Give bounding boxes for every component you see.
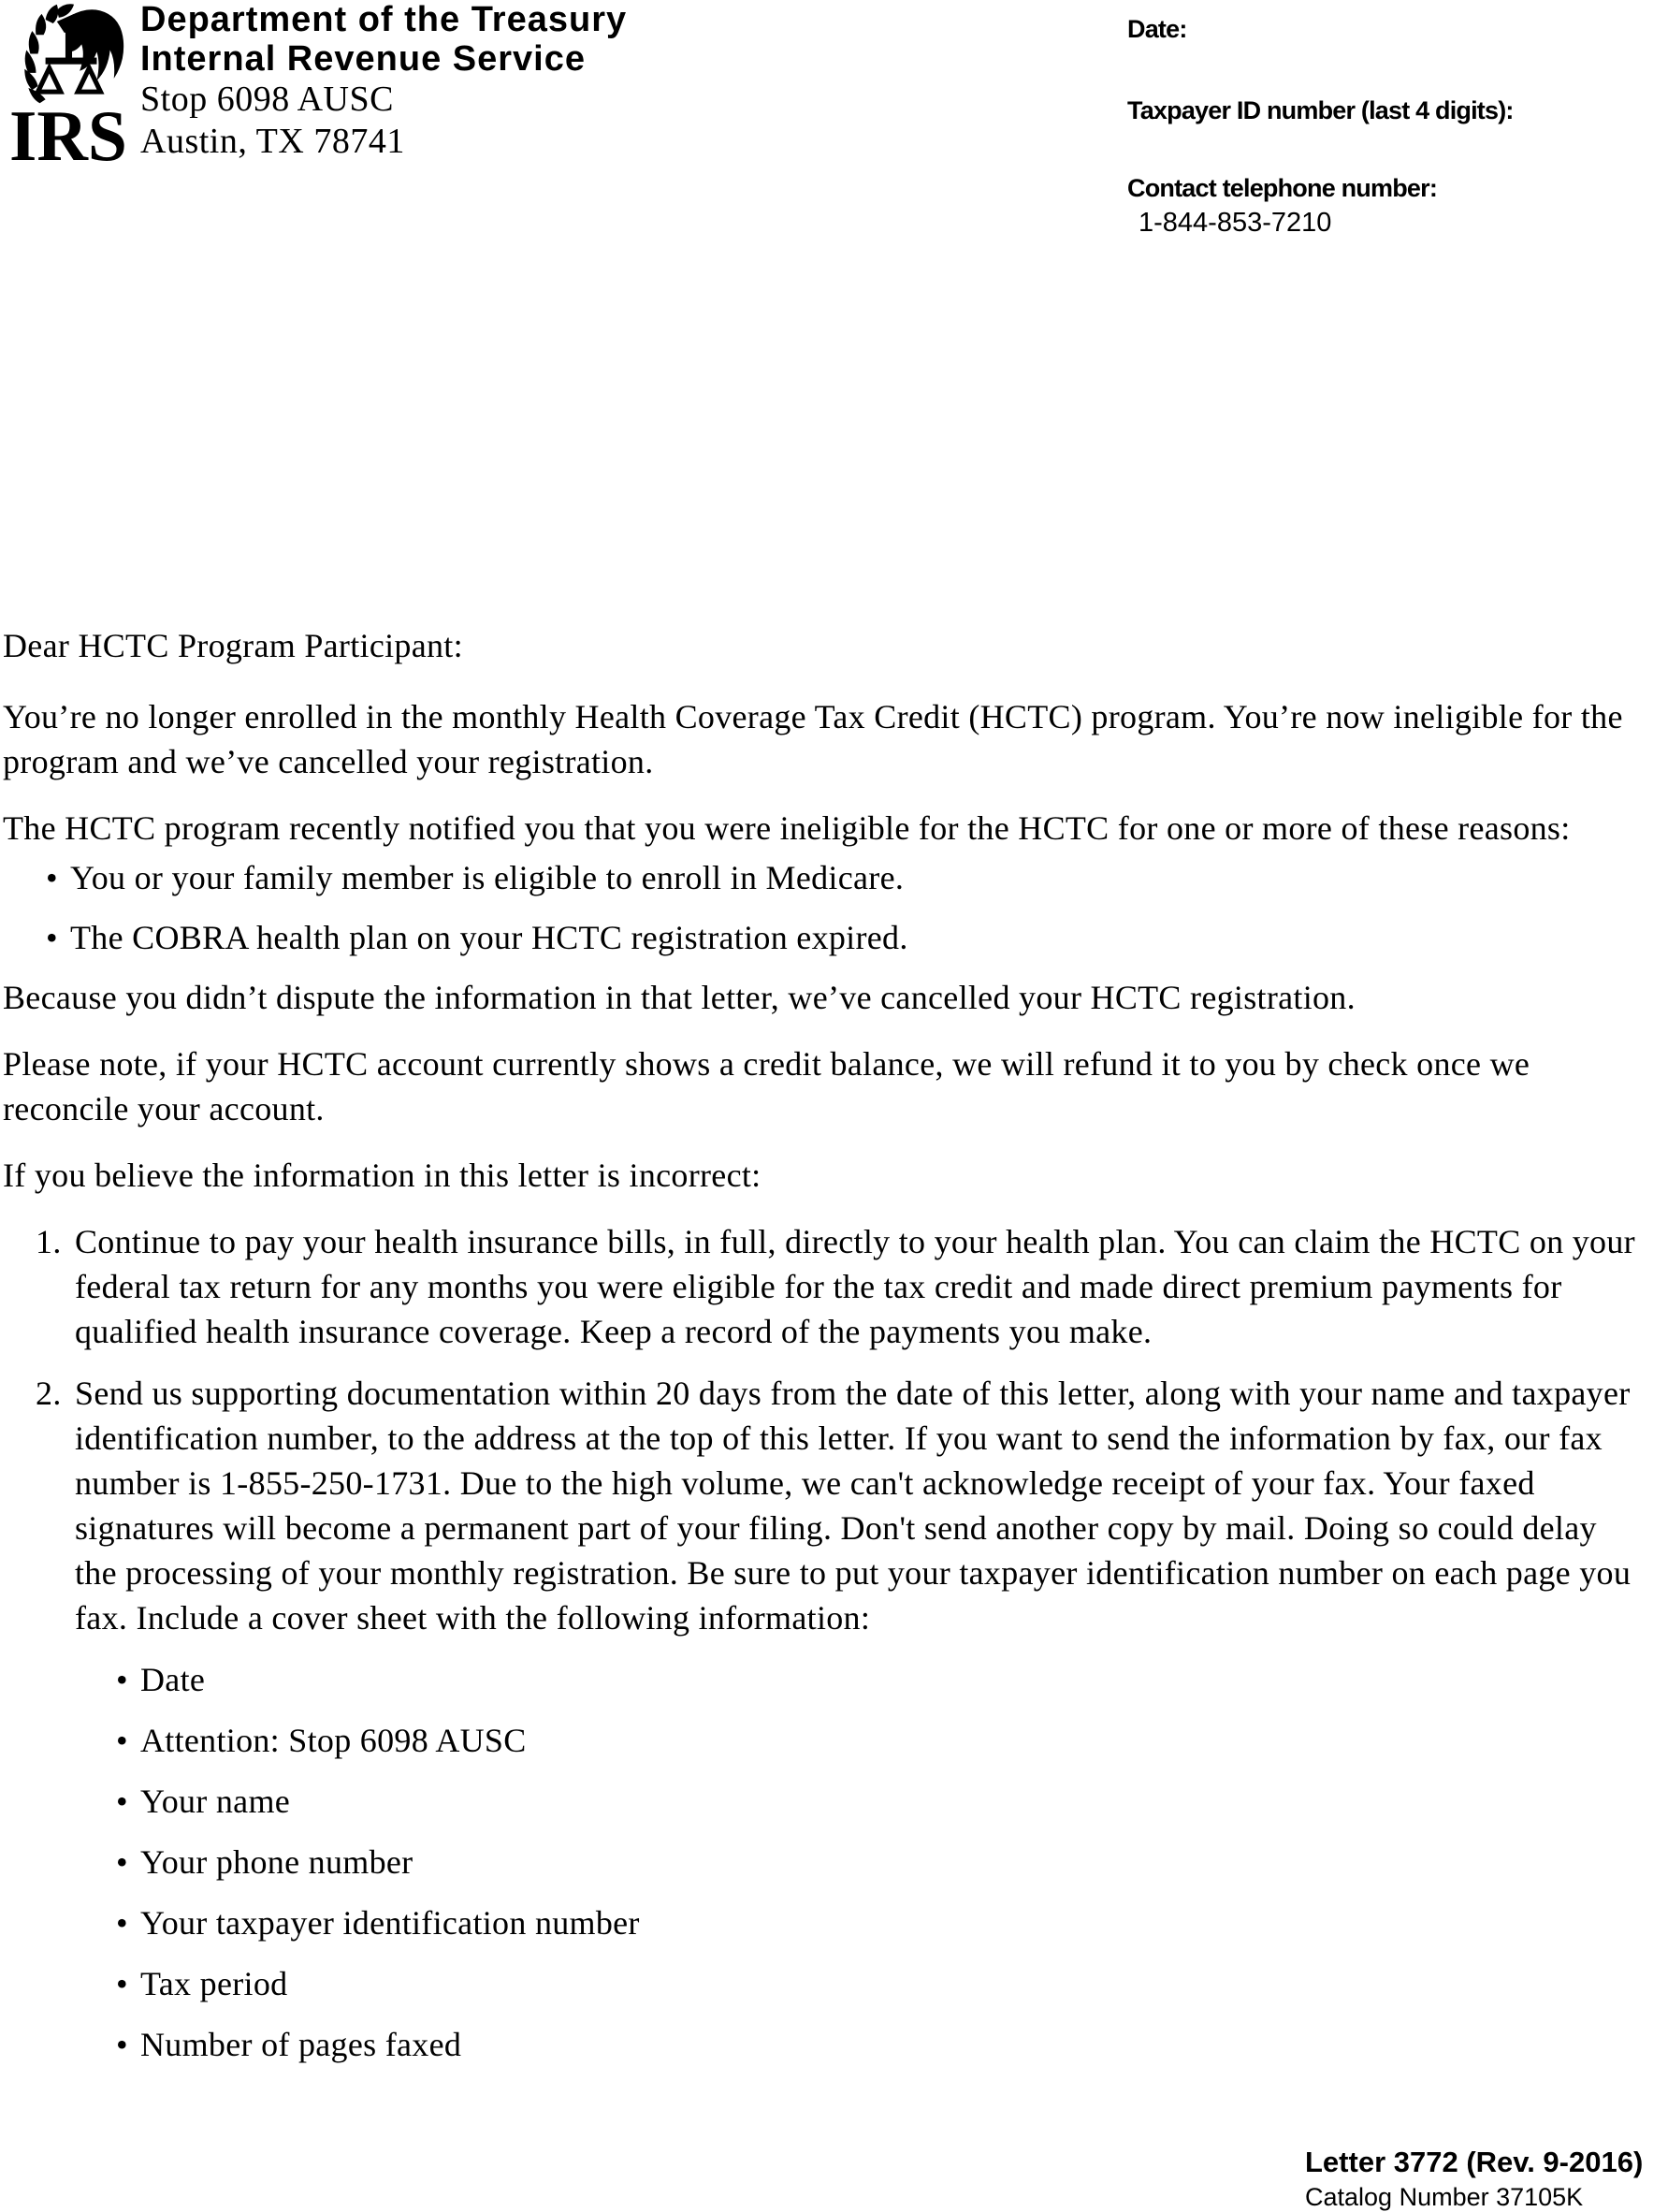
paragraph-ineligible-reasons-intro: The HCTC program recently notified you that you were ineligible for the HCTC for one or more of these reasons: (3, 809, 1571, 847)
agency-address-city: Austin, TX 78741 (140, 122, 405, 161)
cover-sheet-item: • Number of pages faxed (140, 2022, 1646, 2067)
paragraph-credit-refund: Please note, if your HCTC account currently shows a credit balance, we will refund it to you by check once we reconcile your account. (3, 1045, 1530, 1128)
cover-sheet-item: • Date (140, 1657, 1646, 1702)
paragraph-no-dispute: Because you didn’t dispute the information in that letter, we’ve cancelled your HCTC registration. (3, 979, 1356, 1016)
contact-phone-field (1127, 172, 1651, 240)
reason-item: • You or your family member is eligible to enroll in Medicare. (70, 855, 1646, 900)
reason-item: • The COBRA health plan on your HCTC registration expired. (70, 915, 1646, 960)
date-field (1127, 13, 1651, 45)
step-item: Send us supporting documentation within 20 days from the date of this letter, along with your name and taxpayer identification number, to the address at the top of this letter. If you want to send the information by fax, our fax number is 1-855-250-1731. Due to the high volume, we can't acknowledge receipt of your fax. Your faxed signatures will become a permanent part of your filing. Don't send another copy by mail. Doing so could delay the processing of your monthly registration. Be sure to put your taxpayer identification number on each page you fax. Include a cover sheet with the following information: (75, 1375, 1632, 1637)
irs-logo-text: IRS (9, 95, 127, 167)
contact-phone-value: 1-844-853-7210 (1139, 208, 1332, 238)
contact-phone-label: Contact telephone number: (1127, 174, 1438, 202)
cover-sheet-list (3, 1657, 1646, 2067)
irs-eagle-emblem-icon (7, 2, 131, 167)
letter-footer (1305, 2145, 1643, 2212)
cover-sheet-item: • Tax period (140, 1961, 1646, 2006)
agency-address-stop: Stop 6098 AUSC (140, 80, 394, 119)
agency-name-line2: Internal Revenue Service (140, 39, 586, 79)
salutation: Dear HCTC Program Participant: (3, 627, 463, 664)
date-label: Date: (1127, 15, 1187, 43)
cover-sheet-item: • Your phone number (140, 1840, 1646, 1885)
letter-body (3, 623, 1646, 2083)
letter-info-block (1127, 13, 1651, 240)
cover-sheet-item: • Your taxpayer identification number (140, 1900, 1646, 1945)
irs-logo (7, 2, 131, 167)
agency-block (140, 0, 627, 163)
catalog-number: Catalog Number 37105K (1305, 2183, 1584, 2211)
letter-number: Letter 3772 (Rev. 9-2016) (1305, 2146, 1644, 2178)
taxpayer-id-label: Taxpayer ID number (last 4 digits): (1127, 96, 1514, 124)
agency-name-line1: Department of the Treasury (140, 0, 628, 39)
dispute-steps-list (3, 1219, 1646, 1640)
paragraph-incorrect-intro: If you believe the information in this letter is incorrect: (3, 1157, 761, 1194)
taxpayer-id-field (1127, 95, 1651, 126)
reasons-list (3, 855, 1646, 960)
paragraph-enrollment-cancelled: You’re no longer enrolled in the monthly Health Coverage Tax Credit (HCTC) program. You’re now ineligible for the program and we’ve cancelled your registration. (3, 698, 1623, 780)
cover-sheet-item: • Your name (140, 1779, 1646, 1824)
cover-sheet-item: • Attention: Stop 6098 AUSC (140, 1718, 1646, 1763)
step-item: Continue to pay your health insurance bills, in full, directly to your health plan. You can claim the HCTC on your federal tax return for any months you were eligible for the tax credit and made direct premium payments for qualified health insurance coverage. Keep a record of the payments you make. (75, 1223, 1635, 1350)
